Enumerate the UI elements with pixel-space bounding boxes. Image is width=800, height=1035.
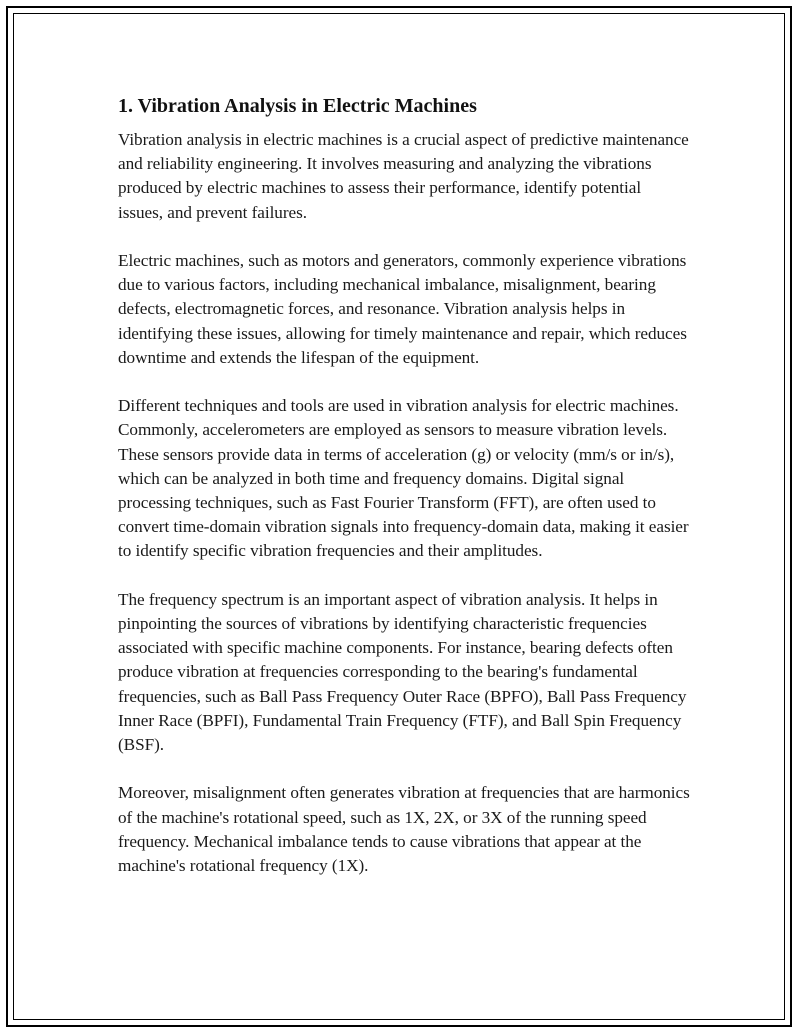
paragraph-frequency-spectrum: The frequency spectrum is an important aspect of vibration analysis. It helps in pinpointing the sources of vibrations by identifying characteristic frequencies associated with specific machine components. For instance, bearing defects often produce vibration at frequencies corresponding to the bearing's fundamental frequencies, such as Ball Pass Frequency Outer Race (BPFO), Ball Pass Frequency Inner Race (BPFI), Fundamental Train Frequency (FTF), and Ball Spin Frequency (BSF). [118,589,687,755]
paragraph-causes: Electric machines, such as motors and generators, commonly experience vibrations due to various factors, including mechanical imbalance, misalignment, bearing defects, electromagnetic forces, and resonance. Vibration analysis helps in identifying these issues, allowing for timely maintenance and repair, which reduces downtime and extends the lifespan of the equipment. [118,251,687,367]
paragraph-intro: Vibration analysis in electric machines is a crucial aspect of predictive maintenance and reliability engineering. It involves measuring and analyzing the vibrations produced by electric machines to assess their performance, identify potential issues, and prevent failures. [118,130,689,222]
paragraph-techniques: Different techniques and tools are used in vibration analysis for electric machines. Commonly, accelerometers are employed as sensors to measure vibration levels. These sensors provide data in terms of acceleration (g) or velocity (mm/s or in/s), which can be analyzed in both time and frequency domains. Digital signal processing techniques, such as Fast Fourier Transform (FFT), are often used to convert time-domain vibration signals into frequency-domain data, making it easier to identify specific vibration frequencies and their amplitudes. [118,396,689,561]
paragraph-misalignment: Moreover, misalignment often generates vibration at frequencies that are harmonics of the machine's rotational speed, such as 1X, 2X, or 3X of the running speed frequency. Mechanical imbalance tends to cause vibrations that appear at the machine's rotational frequency (1X). [118,783,690,876]
document-body [118,92,690,902]
section-heading: 1. Vibration Analysis in Electric Machines [118,95,477,117]
